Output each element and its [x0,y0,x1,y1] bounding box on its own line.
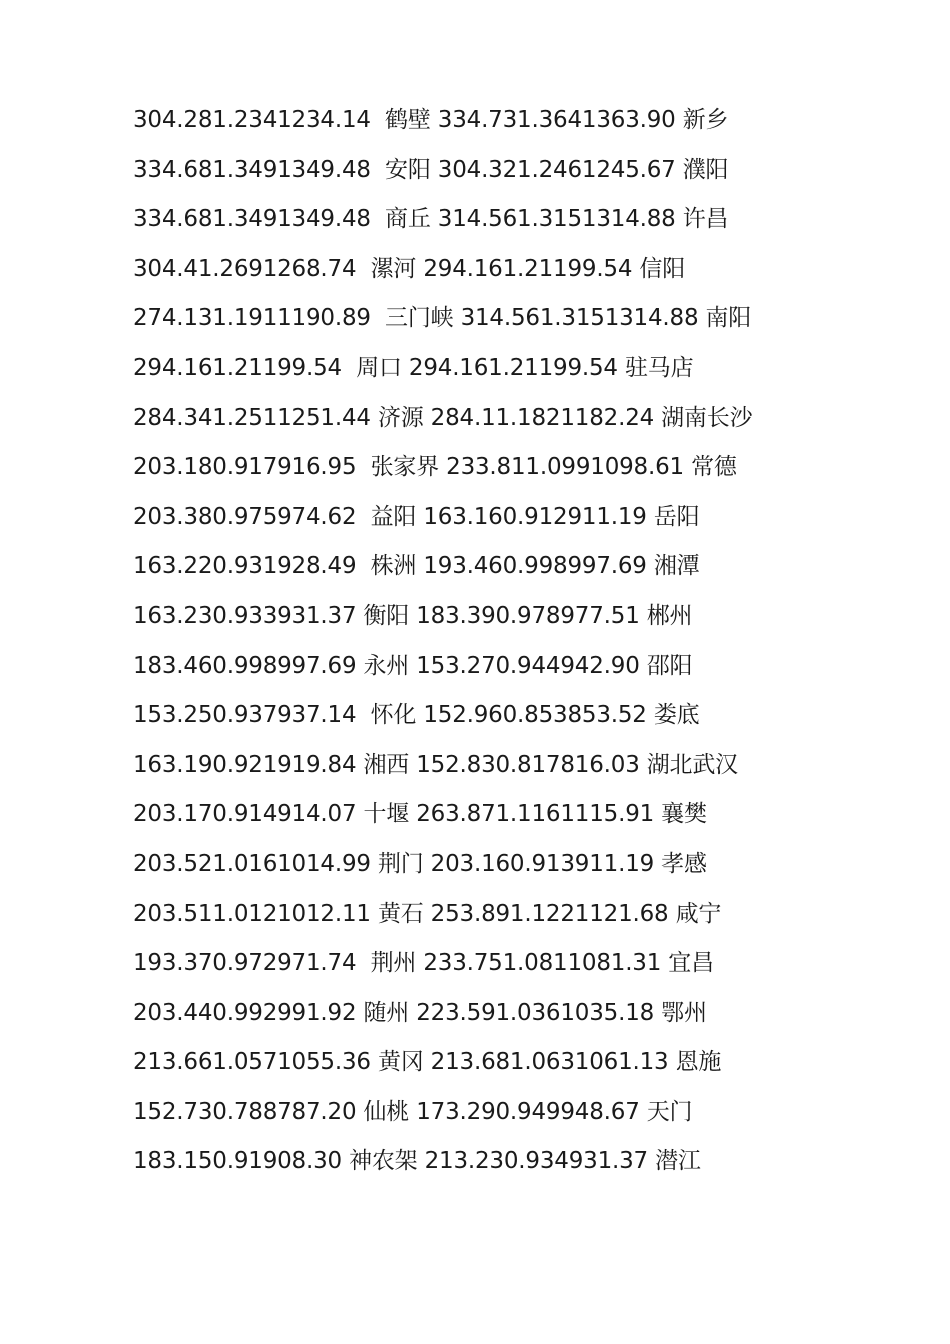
text-lines [133,102,913,1193]
text-line: 183.460.998997.69 永州 153.270.944942.90 邵阳 [133,652,693,679]
text-line: 213.661.0571055.36 黄冈 213.681.0631061.13 恩施 [133,1049,722,1076]
text-line: 203.511.0121012.11 黄石 253.891.1221121.68 咸宁 [133,900,722,927]
text-line: 163.220.931928.49 株洲 193.460.998997.69 湘潭 [133,553,700,580]
text-line: 294.161.21199.54 周口 294.161.21199.54 驻马店 [133,354,694,381]
text-line: 163.230.933931.37 衡阳 183.390.978977.51 郴州 [133,602,693,629]
text-line: 153.250.937937.14 怀化 152.960.853853.52 娄底 [133,702,700,729]
text-line: 203.521.0161014.99 荆门 203.160.913911.19 孝感 [133,850,707,877]
text-line: 152.730.788787.20 仙桃 173.290.949948.67 天门 [133,1098,693,1125]
text-line: 183.150.91908.30 神农架 213.230.934931.37 潜江 [133,1148,701,1175]
text-line: 203.170.914914.07 十堰 263.871.1161115.91 襄樊 [133,801,707,828]
text-line: 274.131.1911190.89 三门峡 314.561.3151314.88 南阳 [133,305,752,332]
text-line: 203.440.992991.92 随州 223.591.0361035.18 鄂州 [133,999,707,1026]
text-line: 334.681.3491349.48 安阳 304.321.2461245.67 濮阳 [133,156,729,183]
text-line: 163.190.921919.84 湘西 152.830.817816.03 湖北武汉 [133,751,738,778]
text-line: 304.281.2341234.14 鹤壁 334.731.3641363.90 新乡 [133,107,729,133]
text-line: 304.41.2691268.74 漯河 294.161.21199.54 信阳 [133,255,686,282]
text-line: 284.341.2511251.44 济源 284.11.1821182.24 湖南长沙 [133,404,753,431]
text-line: 193.370.972971.74 荆州 233.751.0811081.31 宜昌 [133,950,714,977]
text-line: 334.681.3491349.48 商丘 314.561.3151314.88 许昌 [133,206,729,233]
text-line: 203.380.975974.62 益阳 163.160.912911.19 岳阳 [133,503,700,530]
text-line: 203.180.917916.95 张家界 233.811.0991098.61 常德 [133,454,737,481]
